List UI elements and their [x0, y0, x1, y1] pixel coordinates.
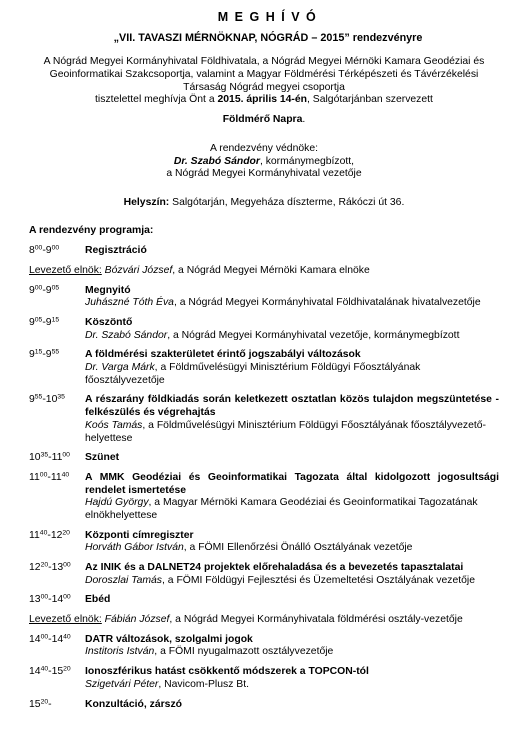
- venue-label: Helyszín:: [123, 196, 170, 208]
- intro-text: , Salgótarjánban szervezett: [307, 94, 433, 106]
- time-minutes: 05: [51, 284, 60, 292]
- program-item: [29, 634, 499, 659]
- patron-label: A rendezvény védnöke:: [209, 142, 319, 154]
- time-minutes: 15: [34, 348, 43, 356]
- time-minutes: 00: [39, 471, 48, 479]
- time-minutes: 40: [40, 665, 49, 673]
- time-minutes: 55: [34, 393, 43, 401]
- time-minutes: 00: [34, 284, 43, 292]
- program-speaker: [85, 330, 499, 343]
- speaker-name: Juhászné Tóth Éva: [85, 297, 174, 309]
- chair-role: , a Nógrád Megyei Mérnöki Kamara elnöke: [172, 264, 370, 276]
- intro-text: .: [302, 114, 306, 126]
- document-title: MEGHÍVÓ: [217, 10, 323, 24]
- program-title: Megnyitó: [85, 284, 131, 296]
- program-speaker: [85, 575, 499, 588]
- program-time: $11^{40}-12^{20}$: [29, 529, 70, 541]
- program-time: $14^{40}-15^{20}$: [29, 665, 71, 678]
- program-item: [29, 562, 499, 587]
- venue-line: [29, 197, 499, 210]
- program-title: A MMK Geodéziai és Geoinformatikai Tagozata által kidolgozott jogosultsági rendelet ismertetése: [85, 471, 499, 496]
- program-content: [85, 317, 499, 342]
- program-title: DATR változások, szolgalmi jogok: [85, 633, 253, 645]
- program-title: Regisztráció: [85, 245, 147, 257]
- program-item: [29, 666, 499, 691]
- program-time: $8^{00}-9^{00}$: [29, 244, 60, 257]
- program-heading: A rendezvény programja:: [29, 224, 154, 236]
- speaker-name: Institoris István: [85, 646, 155, 658]
- time-minutes: 15: [51, 316, 60, 324]
- speaker-role: , a FÖMI nyugalmazott osztályvezetője: [154, 646, 334, 658]
- event-subtitle: „VII. TAVASZI MÉRNÖKNAP, NÓGRÁD – 2015” rendezvényre: [113, 32, 423, 45]
- patron-name: Dr. Szabó Sándor: [173, 155, 260, 167]
- chair-role: , a Nógrád Megyei Kormányhivatala földmérési osztály-vezetője: [169, 614, 463, 626]
- program-speaker: [85, 542, 499, 555]
- program-time: $9^{55}-10^{35}$: [29, 393, 65, 406]
- program-time: $13^{00}-14^{00}$: [29, 593, 71, 606]
- program-time: $12^{20}-13^{00}$: [29, 561, 71, 574]
- chair-line: [29, 265, 499, 278]
- chair-label: Levezető elnök:: [29, 614, 102, 626]
- program-speaker: [85, 497, 499, 522]
- program-content: [85, 699, 499, 712]
- intro-block: [29, 56, 499, 126]
- program-content: [85, 394, 499, 445]
- program-title: Köszöntő: [85, 317, 133, 329]
- intro-line: Geoinformatikai Szakcsoportja, valamint a Magyar Földmérési Térképészeti és Távérzékelési: [49, 69, 479, 81]
- time-minutes: 05: [34, 316, 43, 324]
- program-time: $10^{35}-11^{00}$: [29, 451, 70, 464]
- time-minutes: 35: [57, 393, 65, 401]
- program-speaker: [85, 679, 499, 692]
- time-minutes: 40: [61, 471, 70, 479]
- program-speaker: [85, 646, 499, 659]
- time-minutes: 00: [51, 244, 60, 252]
- venue-address: Salgótarján, Megyeháza díszterme, Rákóczi út 36.: [169, 196, 405, 208]
- time-minutes: 00: [40, 633, 49, 641]
- time-minutes: 35: [40, 451, 49, 459]
- program-item: [29, 472, 499, 523]
- program-title: A részarány földkiadás során keletkezett osztatlan közös tulajdon megszüntetése - felkészülés és végrehajtás: [85, 394, 499, 419]
- time-minutes: 20: [40, 698, 49, 706]
- program-content: [85, 452, 499, 465]
- speaker-name: Hajdú György: [85, 497, 149, 509]
- program-time: $15^{20}-$: [29, 698, 52, 710]
- time-minutes: 20: [40, 561, 49, 569]
- speaker-name: Szigetvári Péter: [85, 678, 159, 690]
- event-date: 2015. április 14-én: [217, 94, 308, 106]
- program-title: Az INIK és a DALNET24 projektek előrehaladása és a bevezetés tapasztalatai: [85, 562, 464, 574]
- intro-invite-line: [29, 94, 499, 107]
- program-item: [29, 317, 499, 342]
- program-item: [29, 530, 499, 555]
- program-item: [29, 245, 499, 258]
- speaker-role: , a Földművelésügyi Minisztérium Földügyi Főosztályának főosztályvezető-helyettese: [85, 419, 486, 444]
- time-minutes: 00: [40, 593, 49, 601]
- time-minutes: 55: [51, 348, 60, 356]
- speaker-name: Horváth Gábor István: [85, 542, 184, 554]
- program-speaker: [85, 362, 499, 387]
- time-minutes: 00: [63, 593, 71, 601]
- time-minutes: 40: [39, 529, 48, 537]
- time-minutes: 00: [62, 451, 70, 459]
- chair-name: Bózvári József: [101, 264, 173, 276]
- intro-text: tisztelettel meghívja Önt a: [95, 94, 218, 106]
- speaker-name: Koós Tamás: [85, 419, 143, 431]
- program-content: [85, 285, 499, 310]
- speaker-role: , a FÖMI Ellenőrzési Önálló Osztályának vezetője: [183, 542, 413, 554]
- program-item: [29, 699, 499, 712]
- speaker-name: Dr. Szabó Sándor: [85, 329, 168, 341]
- time-minutes: 20: [62, 529, 70, 537]
- time-minutes: 40: [63, 633, 71, 641]
- patron-line: [29, 156, 499, 169]
- program-time: $9^{00}-9^{05}$: [29, 284, 60, 296]
- program-content: [85, 634, 499, 659]
- speaker-name: Dr. Varga Márk: [85, 362, 155, 374]
- chair-name: Fábián József: [101, 614, 170, 626]
- speaker-role: , Navicom-Plusz Bt.: [158, 678, 249, 690]
- speaker-role: , a Nógrád Megyei Kormányhivatal Földhivatalának hivatalvezetője: [173, 297, 481, 309]
- program-item: [29, 452, 499, 465]
- time-minutes: 20: [63, 665, 71, 673]
- program-list: [29, 245, 499, 711]
- program-time: $9^{15}-9^{55}$: [29, 348, 60, 361]
- program-item: [29, 394, 499, 445]
- program-content: [85, 349, 499, 387]
- patron-block: [29, 143, 499, 181]
- program-speaker: [85, 420, 499, 445]
- program-title: A földmérési szakterületet érintő jogszabályi változások: [85, 349, 361, 361]
- program-content: [85, 562, 499, 587]
- event-name-line: [29, 114, 499, 127]
- time-minutes: 00: [34, 244, 43, 252]
- program-title: Központi címregiszter: [85, 529, 194, 541]
- patron-role: a Nógrád Megyei Kormányhivatal vezetője: [166, 168, 362, 180]
- program-content: [85, 594, 499, 607]
- event-name: Földmérő Napra: [222, 114, 303, 126]
- program-content: [85, 530, 499, 555]
- speaker-role: , a Földművelésügyi Minisztérium Földügyi Főosztályának főosztályvezetője: [85, 362, 421, 386]
- program-item: [29, 349, 499, 387]
- speaker-role: , a Magyar Mérnöki Kamara Geodéziai és Geoinformatikai Tagozatának elnökhelyettese: [85, 497, 478, 521]
- program-content: [85, 666, 499, 691]
- program-title: Konzultáció, zárszó: [85, 698, 182, 710]
- program-title: Ionoszférikus hatást csökkentő módszerek a TOPCON-tól: [85, 666, 369, 678]
- intro-line: A Nógrád Megyei Kormányhivatal Földhivatala, a Nógrád Megyei Mérnöki Kamara Geodéziai és: [43, 56, 485, 68]
- program-item: [29, 594, 499, 607]
- program-time: $9^{05}-9^{15}$: [29, 316, 60, 329]
- program-content: [85, 245, 499, 258]
- program-time: $14^{00}-14^{40}$: [29, 633, 71, 645]
- time-minutes: 00: [63, 561, 71, 569]
- program-time: $11^{00}-11^{40}$: [29, 471, 70, 483]
- program-item: [29, 285, 499, 310]
- program-title: Ebéd: [85, 594, 111, 606]
- speaker-role: , a Nógrád Megyei Kormányhivatal vezetője, kormánymegbízott: [167, 329, 460, 341]
- speaker-name: Doroszlai Tamás: [85, 574, 162, 586]
- patron-title: , kormánymegbízott,: [259, 155, 355, 167]
- chair-label: Levezető elnök:: [29, 264, 102, 276]
- program-title: Szünet: [85, 452, 120, 464]
- program-speaker: [85, 297, 499, 310]
- intro-line: Társaság Nógrád megyei csoportja: [183, 81, 345, 93]
- program-content: [85, 472, 499, 523]
- chair-line: [29, 614, 499, 627]
- speaker-role: , a FÖMI Földügyi Fejlesztési és Üzemeltetési Osztályának vezetője: [162, 574, 475, 586]
